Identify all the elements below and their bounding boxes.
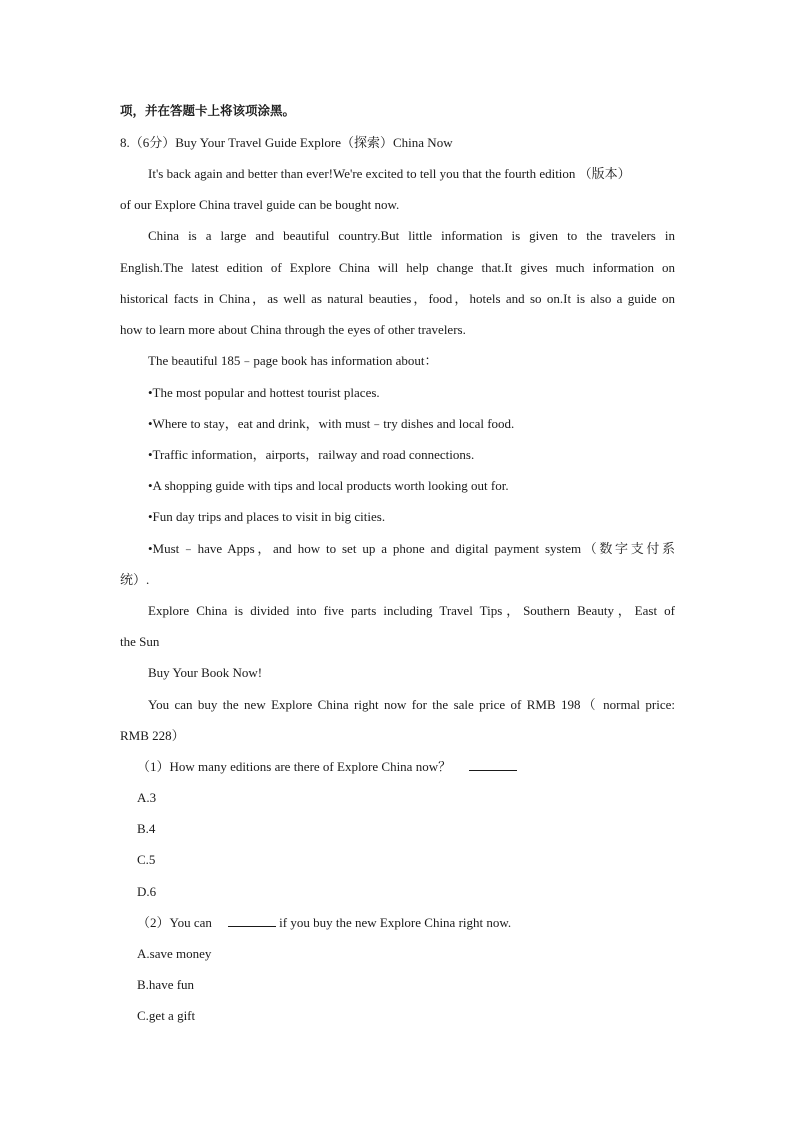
- sub-question-1: [137, 758, 692, 776]
- option-c[interactable]: C.5: [137, 852, 156, 867]
- bullet-item: •Where to stay，eat and drink，with must﹣try dishes and local food.: [148, 416, 515, 431]
- paragraph-line: It's back again and better than ever!We're excited to tell you that the fourth edition （版本）: [148, 166, 631, 181]
- paragraph-line: Buy Your Book Now!: [148, 665, 263, 680]
- sub-question-2-stem-start: （2）You can: [137, 915, 212, 930]
- paragraph-line: Explore China is divided into five parts including Travel Tips，Southern Beauty，East of: [148, 603, 675, 618]
- option-a[interactable]: A.save money: [137, 946, 212, 961]
- option-b[interactable]: B.have fun: [137, 977, 195, 992]
- paragraph-line: 统）.: [120, 572, 150, 587]
- sub-question-1-stem: （1）How many editions are there of Explore China now？: [137, 759, 452, 774]
- answer-blank: [228, 914, 276, 927]
- bullet-item: •Must﹣have Apps，and how to set up a phone and digital payment system（数字支付系: [148, 541, 675, 556]
- paragraph-line: RMB 228）: [120, 728, 185, 743]
- paragraph-line: English.The latest edition of Explore China will help change that.It gives much information on: [120, 260, 675, 275]
- bullet-item: •The most popular and hottest tourist places.: [148, 385, 380, 400]
- sub-question-2: [137, 914, 692, 932]
- paragraph-line: The beautiful 185﹣page book has information about：: [148, 353, 438, 368]
- paragraph-line: You can buy the new Explore China right now for the sale price of RMB 198（ normal price:: [148, 697, 675, 712]
- paragraph-line: the Sun: [120, 634, 160, 649]
- sub-question-2-stem-end: if you buy the new Explore China right now.: [279, 915, 512, 930]
- instruction-note: 项，并在答题卡上将该项涂黑。: [120, 103, 296, 118]
- paragraph-line: how to learn more about China through the eyes of other travelers.: [120, 322, 466, 337]
- paragraph-line: of our Explore China travel guide can be bought now.: [120, 197, 400, 212]
- option-b[interactable]: B.4: [137, 821, 156, 836]
- option-a[interactable]: A.3: [137, 790, 157, 805]
- paragraph-line: China is a large and beautiful country.But little information is given to the travelers in: [148, 228, 675, 243]
- bullet-item: •Traffic information，airports，railway and road connections.: [148, 447, 475, 462]
- bullet-item: •Fun day trips and places to visit in big cities.: [148, 509, 386, 524]
- option-d[interactable]: D.6: [137, 884, 157, 899]
- question-title: 8.（6分）Buy Your Travel Guide Explore（探索）China Now: [120, 135, 453, 150]
- answer-blank: [469, 758, 517, 771]
- bullet-item: •A shopping guide with tips and local products worth looking out for.: [148, 478, 509, 493]
- paragraph-line: historical facts in China，as well as natural beauties，food，hotels and so on.It is also a guide on: [120, 291, 675, 306]
- option-c[interactable]: C.get a gift: [137, 1008, 196, 1023]
